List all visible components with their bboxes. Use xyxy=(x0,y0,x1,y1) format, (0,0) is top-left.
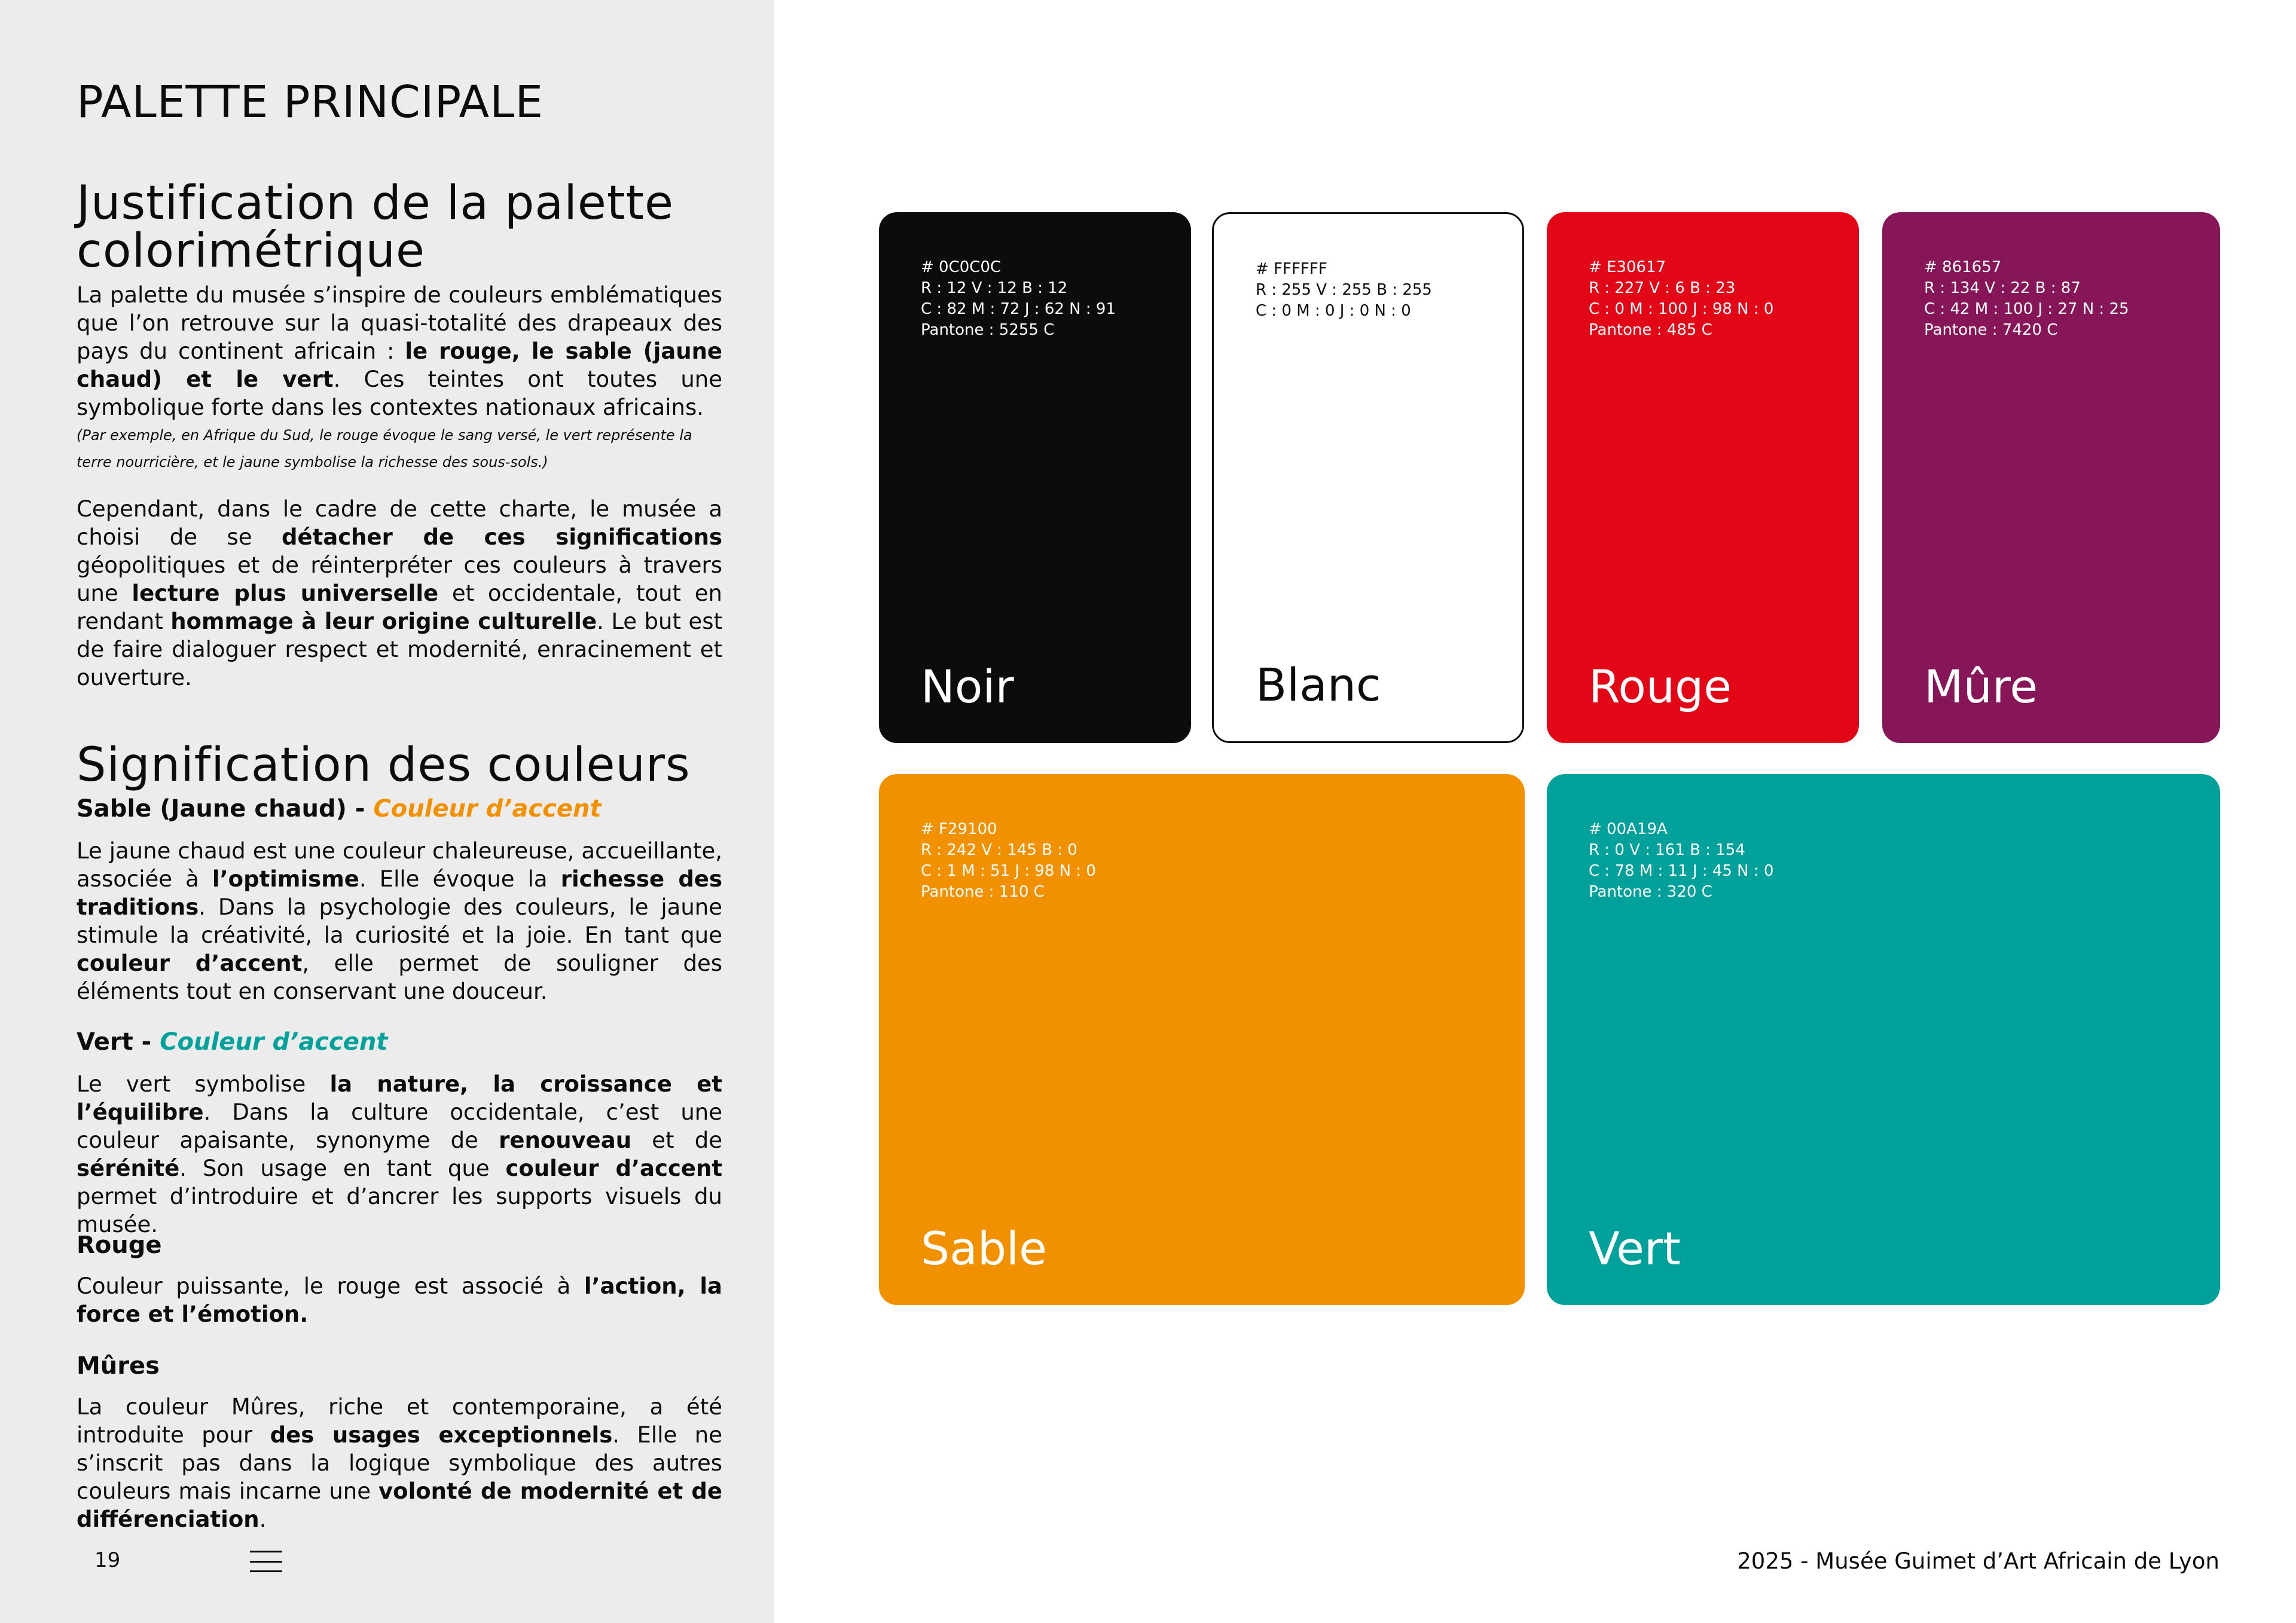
swatch-mure-name: Mûre xyxy=(1924,660,2038,713)
emphasis-text: richesse des traditions xyxy=(77,866,722,920)
body-text: . Le but est de faire dialoguer respect et modernité, enracinement et ouverture. xyxy=(77,609,723,690)
swatch-rouge xyxy=(1547,212,1859,743)
body-text: La palette du musée s’inspire de couleurs emblématiques que l’on retrouve sur la quasi-totalité des drapeaux des pays du continent africain : xyxy=(77,282,722,364)
body-text: . Ces teintes ont toutes une symbolique forte dans les contextes nationaux africains. xyxy=(77,366,722,420)
swatch-code-line: R : 0 V : 161 B : 154 xyxy=(1589,841,1745,859)
swatch-code-line: Pantone : 110 C xyxy=(921,883,1045,901)
menu-line xyxy=(250,1551,282,1552)
swatch-sable xyxy=(879,774,1525,1305)
emphasis-text: couleur d’accent xyxy=(505,1156,723,1181)
body-text: . xyxy=(259,1506,267,1532)
vert-heading xyxy=(77,1028,387,1056)
signification-title: Signification des couleurs xyxy=(77,738,691,792)
swatch-code-line: Pantone : 7420 C xyxy=(1924,321,2058,339)
swatch-code-line: # FFFFFF xyxy=(1256,260,1327,278)
mures-heading: Mûres xyxy=(77,1352,160,1380)
emphasis-text: couleur d’accent xyxy=(77,950,303,976)
swatch-code-line: R : 227 V : 6 B : 23 xyxy=(1589,279,1736,297)
emphasis-text: renouveau xyxy=(499,1127,632,1153)
menu-line xyxy=(250,1570,282,1572)
swatch-code-line: # 861657 xyxy=(1924,258,2002,276)
swatch-code-line: # 00A19A xyxy=(1589,820,1668,838)
emphasis-text: détacher de ces significations xyxy=(282,524,722,550)
swatch-code-line: Pantone : 320 C xyxy=(1589,883,1712,901)
body-text: . Elle ne s’inscrit pas dans la logique symbolique des autres couleurs mais incarne une xyxy=(77,1422,723,1504)
emphasis-text: la nature, la croissance et l’équilibre xyxy=(77,1071,722,1125)
vert-accent-label: Couleur d’accent xyxy=(160,1028,388,1056)
vert-paragraph xyxy=(77,1070,722,1239)
emphasis-text: volonté de modernité et de différenciation xyxy=(77,1478,722,1532)
rouge-heading: Rouge xyxy=(77,1231,162,1259)
swatch-code-line: R : 242 V : 145 B : 0 xyxy=(921,841,1077,859)
emphasis-text: hommage à leur origine culturelle xyxy=(170,609,597,634)
swatch-code-line: Pantone : 485 C xyxy=(1589,321,1712,339)
swatch-mure xyxy=(1882,212,2220,743)
swatch-code-line: R : 255 V : 255 B : 255 xyxy=(1256,281,1432,299)
swatch-vert xyxy=(1547,774,2220,1305)
swatch-code-line: C : 1 M : 51 J : 98 N : 0 xyxy=(921,862,1096,880)
swatch-blanc-codes xyxy=(1256,259,1432,322)
body-text: . Dans la culture occidentale, c’est une couleur apaisante, synonyme de xyxy=(77,1099,722,1153)
emphasis-text: lecture plus universelle xyxy=(132,580,439,606)
swatch-code-line: # F29100 xyxy=(921,820,997,838)
menu-line xyxy=(250,1561,282,1563)
text-panel xyxy=(0,0,774,1623)
body-text: permet d’introduire et d’ancrer les supports visuels du musée. xyxy=(77,1184,722,1237)
body-text: , elle permet de souligner des éléments tout en conservant une douceur. xyxy=(77,950,722,1004)
body-text: Couleur puissante, le rouge est associé à xyxy=(77,1273,584,1299)
sable-accent-label: Couleur d’accent xyxy=(373,795,602,823)
swatch-code-line: R : 134 V : 22 B : 87 xyxy=(1924,279,2081,297)
justification-title-line2: colorimétrique xyxy=(77,224,425,278)
emphasis-text: l’action, la force et l’émotion. xyxy=(77,1273,722,1327)
swatch-vert-codes xyxy=(1589,819,1773,903)
swatch-sable-name: Sable xyxy=(921,1222,1047,1275)
hamburger-menu-icon[interactable] xyxy=(250,1551,282,1572)
body-text: géopolitiques et de réinterpréter ces couleurs à travers une xyxy=(77,552,722,606)
emphasis-text: l’optimisme xyxy=(212,866,359,892)
swatch-sable-codes xyxy=(921,819,1096,903)
justification-title xyxy=(77,176,674,278)
body-text: . Elle évoque la xyxy=(359,866,561,892)
swatch-code-line: # E30617 xyxy=(1589,258,1666,276)
swatch-code-line: C : 0 M : 100 J : 98 N : 0 xyxy=(1589,300,1774,318)
swatch-code-line: C : 78 M : 11 J : 45 N : 0 xyxy=(1589,862,1774,880)
swatch-code-line: # 0C0C0C xyxy=(921,258,1002,276)
mures-paragraph xyxy=(77,1393,722,1533)
body-text: Le vert symbolise xyxy=(77,1071,330,1097)
swatch-blanc-name: Blanc xyxy=(1256,658,1381,711)
body-text: La couleur Mûres, riche et contemporaine, a été introduite pour xyxy=(77,1394,722,1448)
swatch-code-line: Pantone : 5255 C xyxy=(921,321,1055,339)
swatch-code-line: C : 82 M : 72 J : 62 N : 91 xyxy=(921,300,1116,318)
justification-title-line1: Justification de la palette xyxy=(77,176,674,230)
sable-heading xyxy=(77,795,602,823)
swatch-vert-name: Vert xyxy=(1589,1222,1681,1275)
sable-paragraph xyxy=(77,837,722,1005)
emphasis-text: des usages exceptionnels xyxy=(270,1422,613,1448)
justification-paragraph-1 xyxy=(77,281,722,421)
swatch-noir-codes xyxy=(921,257,1116,341)
body-text: . Dans la psychologie des couleurs, le jaune stimule la créativité, la curiosité et la joie. En tant que xyxy=(77,894,722,948)
page-number: 19 xyxy=(94,1548,121,1572)
swatch-rouge-codes xyxy=(1589,257,1773,341)
swatch-mure-codes xyxy=(1924,257,2129,341)
swatch-blanc xyxy=(1212,212,1524,743)
swatch-rouge-name: Rouge xyxy=(1589,660,1732,713)
emphasis-text: sérénité xyxy=(77,1156,180,1181)
footer-credit: 2025 - Musée Guimet d’Art Africain de Lyon xyxy=(1737,1548,2219,1574)
rouge-paragraph xyxy=(77,1272,722,1328)
emphasis-text: le rouge, le sable (jaune chaud) et le vert xyxy=(77,338,723,392)
swatch-code-line: C : 42 M : 100 J : 27 N : 25 xyxy=(1924,300,2129,318)
sable-heading-text: Sable (Jaune chaud) - xyxy=(77,795,374,823)
body-text: Cependant, dans le cadre de cette charte, le musée a choisi de se xyxy=(77,496,722,550)
swatch-code-line: R : 12 V : 12 B : 12 xyxy=(921,279,1068,297)
swatch-noir xyxy=(879,212,1191,743)
justification-note: (Par exemple, en Afrique du Sud, le rouge évoque le sang versé, le vert représente la terre nourricière, et le jaune symbolise la richesse des sous-sols.) xyxy=(77,427,692,470)
page-title: PALETTE PRINCIPALE xyxy=(77,77,544,128)
swatch-noir-name: Noir xyxy=(921,660,1014,713)
body-text: et de xyxy=(631,1127,723,1153)
swatch-code-line: C : 0 M : 0 J : 0 N : 0 xyxy=(1256,302,1411,320)
justification-paragraph-2 xyxy=(77,495,722,692)
vert-heading-text: Vert - xyxy=(77,1028,160,1056)
body-text: Le jaune chaud est une couleur chaleureuse, accueillante, associée à xyxy=(77,838,722,892)
body-text: et occidentale, tout en rendant xyxy=(77,580,722,634)
body-text: . Son usage en tant que xyxy=(179,1156,506,1181)
